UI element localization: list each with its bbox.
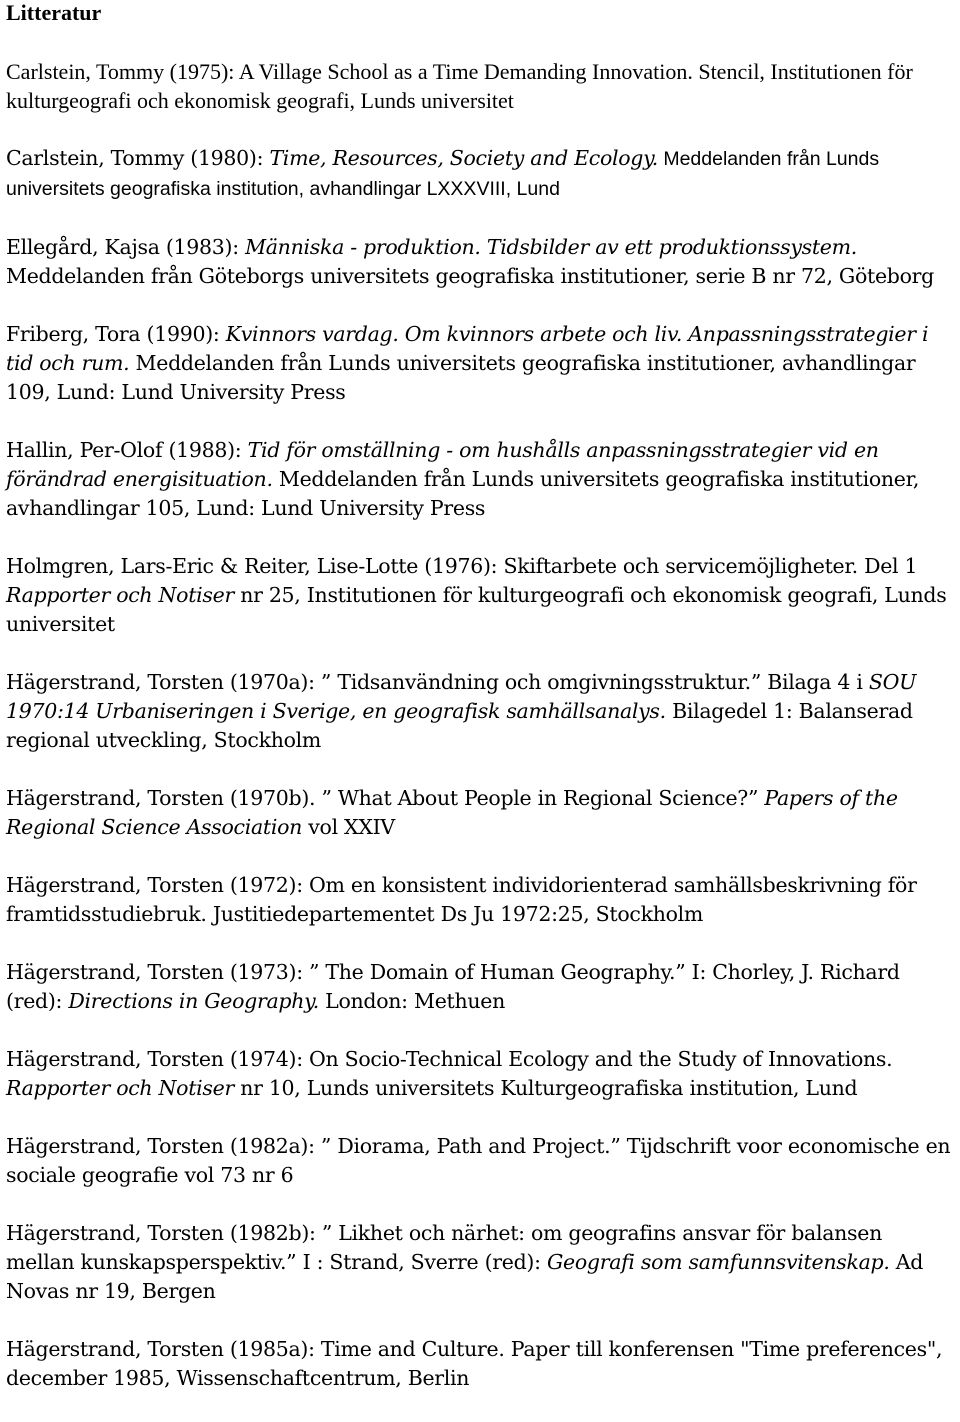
reference-text: Meddelanden från Göteborgs universitets geografiska institutioner, serie B nr 72, Göteborg xyxy=(6,264,934,288)
reference-text: Hägerstrand, Torsten (1974): On Socio-Technical Ecology and the Study of Innovations. xyxy=(6,1047,893,1071)
reference-title-italic: Time, Resources, Society and Ecology. xyxy=(269,146,658,170)
reference-title-italic: Rapporter och Notiser xyxy=(6,583,234,607)
reference-title-italic: Kvinnors vardag. Om kvinnors arbete och liv. Anpassningsstrategier i tid och rum. xyxy=(6,322,929,375)
reference-entry xyxy=(6,1045,954,1103)
bibliography-page xyxy=(6,0,954,1422)
reference-text: Ad Novas nr 19, Bergen xyxy=(6,1250,924,1303)
reference-text: Hägerstrand, Torsten (1982b): ” Likhet och närhet: om geografins ansvar för balansen mellan kunskapsperspektiv.” I : Strand, Sverre (red): xyxy=(6,1221,882,1274)
reference-text: nr 25, Institutionen för kulturgeografi och ekonomisk geografi, Lunds universitet xyxy=(6,583,947,636)
reference-entry xyxy=(6,1335,954,1393)
reference-entry xyxy=(6,320,954,407)
reference-title-italic: Geografi som samfunnsvitenskap. xyxy=(546,1250,890,1274)
reference-entry xyxy=(6,1132,954,1190)
reference-title-italic: Tid för omställning - om hushålls anpassningsstrategier vid en förändrad energisituation. xyxy=(6,438,879,491)
reference-title-italic: Papers of the Regional Science Association xyxy=(6,786,898,839)
reference-entry xyxy=(6,57,954,115)
reference-entry xyxy=(6,668,954,755)
reference-entry xyxy=(6,436,954,523)
reference-text: Carlstein, Tommy (1980): xyxy=(6,146,270,170)
reference-text: Bilagedel 1: Balanserad regional utveckling, Stockholm xyxy=(6,699,913,752)
reference-text: Holmgren, Lars-Eric & Reiter, Lise-Lotte (1976): Skiftarbete och servicemöjligheter. Del 1 xyxy=(6,554,918,578)
reference-text: Ellegård, Kajsa (1983): xyxy=(6,235,246,259)
reference-entry xyxy=(6,552,954,639)
reference-text: vol XXIV xyxy=(302,815,395,839)
reference-text: Meddelanden från Lunds universitets geografiska institutioner, avhandlingar 109, Lund: Lund University Press xyxy=(6,351,916,404)
reference-text: nr 10, Lunds universitets Kulturgeografiska institution, Lund xyxy=(233,1076,858,1100)
reference-title-italic: SOU 1970:14 Urbaniseringen i Sverige, en geografisk samhällsanalys. xyxy=(6,670,917,723)
reference-text: Meddelanden från Lunds universitets geografiska institution, avhandlingar LXXXVIII, Lund xyxy=(6,148,880,200)
reference-text: Carlstein, Tommy (1975): A Village School as a Time Demanding Innovation. Stencil, Institutionen för kulturgeografi och ekonomisk geografi, Lunds universitet xyxy=(6,59,913,113)
reference-text: Hägerstrand, Torsten (1970a): ” Tidsanvändning och omgivningsstruktur.” Bilaga 4 i xyxy=(6,670,869,694)
reference-text: Hägerstrand, Torsten (1972): Om en konsistent individorienterad samhällsbeskrivning för framtidsstudiebruk. Justitiedepartementet Ds Ju 1972:25, Stockholm xyxy=(6,873,917,926)
reference-text: Hallin, Per-Olof (1988): xyxy=(6,438,248,462)
reference-list xyxy=(6,57,954,1393)
reference-text: Meddelanden från Lunds universitets geografiska institutioner, avhandlingar 105, Lund: Lund University Press xyxy=(6,467,920,520)
reference-text: London: Methuen xyxy=(318,989,506,1013)
reference-entry xyxy=(6,144,954,204)
reference-title-italic: Directions in Geography. xyxy=(68,989,319,1013)
reference-title-italic: Människa - produktion. Tidsbilder av ett produktionssystem. xyxy=(245,235,857,259)
reference-entry xyxy=(6,1219,954,1306)
reference-text: Hägerstrand, Torsten (1982a): ” Diorama, Path and Project.” Tijdschrift voor economische en sociale geografie vol 73 nr 6 xyxy=(6,1134,951,1187)
reference-entry xyxy=(6,958,954,1016)
reference-text: Hägerstrand, Torsten (1970b). ” What About People in Regional Science?” xyxy=(6,786,765,810)
reference-entry xyxy=(6,233,954,291)
reference-text: Hägerstrand, Torsten (1985a): Time and Culture. Paper till konferensen "Time preferences", december 1985, Wissenschaftcentrum, Berlin xyxy=(6,1337,943,1390)
reference-entry xyxy=(6,784,954,842)
reference-text: Hägerstrand, Torsten (1973): ” The Domain of Human Geography.” I: Chorley, J. Richard (red): xyxy=(6,960,900,1013)
page-heading: Litteratur xyxy=(6,0,102,25)
reference-text: Friberg, Tora (1990): xyxy=(6,322,226,346)
reference-title-italic: Rapporter och Notiser xyxy=(6,1076,234,1100)
reference-entry xyxy=(6,871,954,929)
